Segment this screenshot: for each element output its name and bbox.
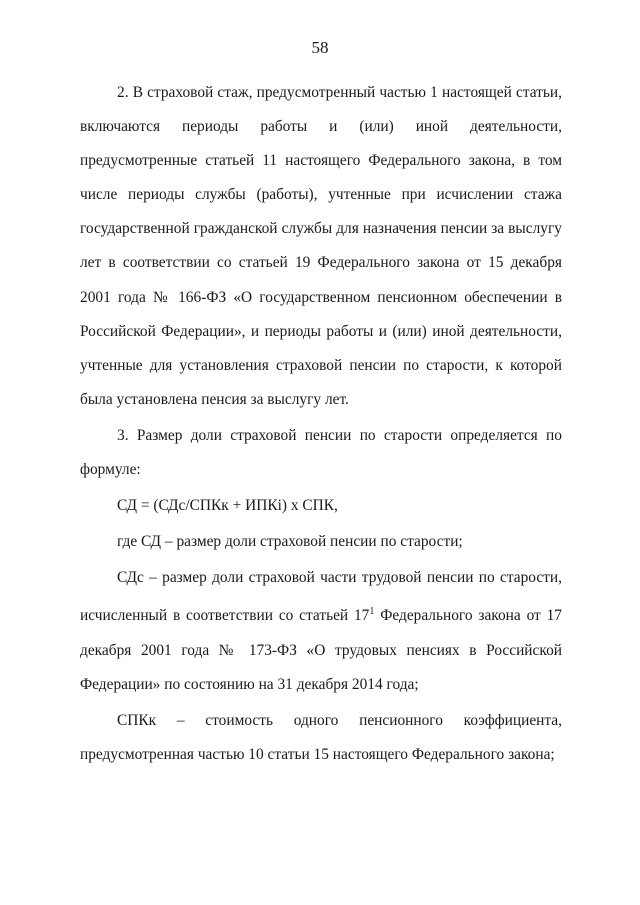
formula: СД = (СДс/СПКк + ИПКi) х СПК, bbox=[117, 497, 338, 515]
definition-sdс bbox=[80, 561, 562, 702]
paragraph-insurance-record: 2. В страховой стаж, предусмотренный частью 1 настоящей статьи, включаются периоды работы и (или) иной деятельности, предусмотренные статьей 11 настоящего Федерального закона, в том числе периоды службы (работы), учтенные при исчислении стажа государственной гражданской службы для назначения пенсии за выслугу лет в соответствии со статьей 19 Федерального закона от 15 декабря 2001 года № 166-ФЗ «О государственном пенсионном обеспечении в Российской Федерации», и периоды работы и (или) иной деятельности, учтенные для установления страховой пенсии по старости, к которой была установлена пенсия за выслугу лет. bbox=[80, 84, 562, 408]
paragraph-pension-share-formula-intro: 3. Размер доли страховой пенсии по старости определяется по формуле: bbox=[80, 426, 562, 479]
definition-sd: где СД – размер доли страховой пенсии по старости; bbox=[117, 533, 463, 551]
page-number: 58 bbox=[311, 38, 329, 57]
definition-sdс-text: СДс – размер доли страховой части трудовой пенсии по старости, исчисленный в соответствии со статьей 17 bbox=[80, 569, 562, 625]
definition-sdс-text-continued: Федерального закона от 17 декабря 2001 года № 173-ФЗ «О трудовых пенсиях в Российской Федерации» по состоянию на 31 декабря 2014 года; bbox=[80, 607, 562, 693]
definition-spkk: СПКк – стоимость одного пенсионного коэффициента, предусмотренная частью 10 статьи 15 настоящего Федерального закона; bbox=[80, 711, 562, 763]
document-body bbox=[80, 76, 562, 772]
article-superscript: 1 bbox=[369, 606, 375, 618]
